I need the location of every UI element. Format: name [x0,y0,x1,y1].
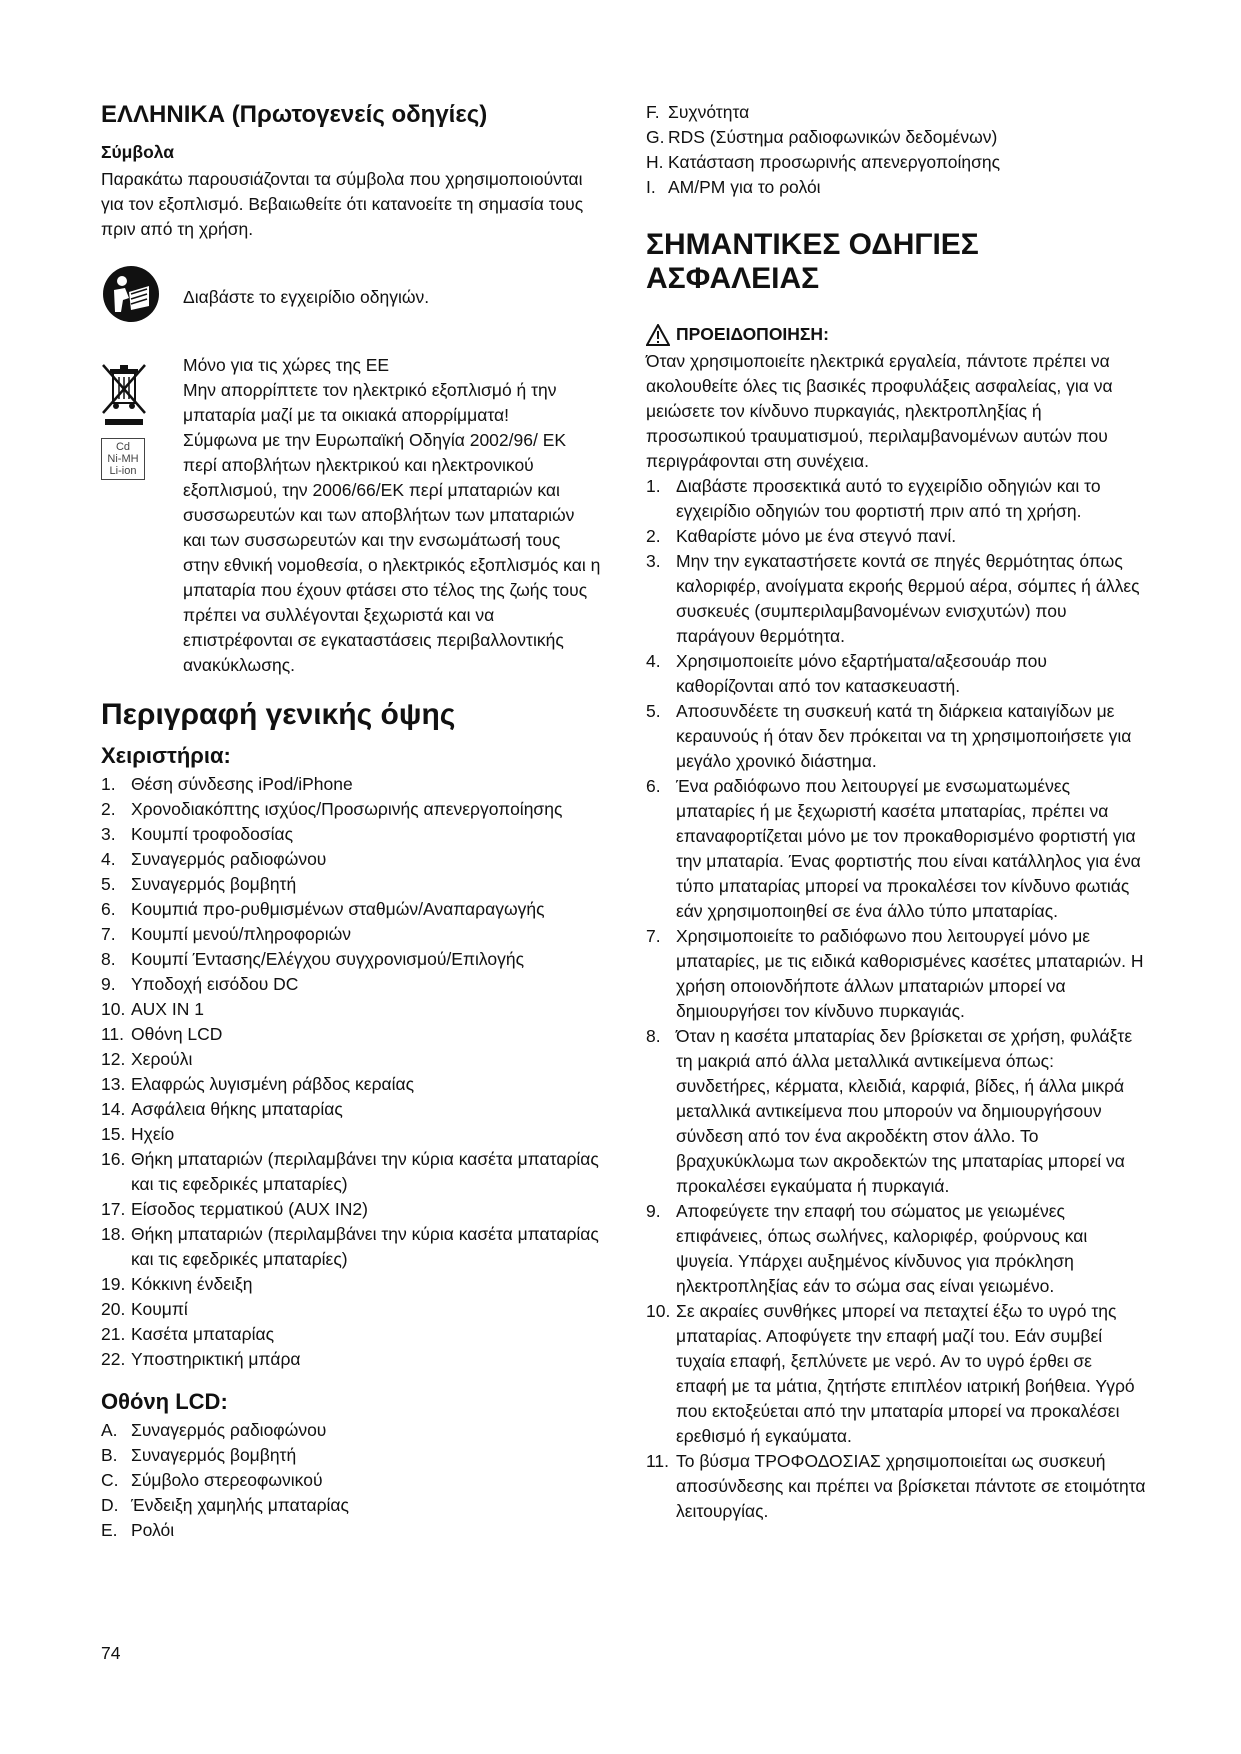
list-item-text: Αποσυνδέετε τη συσκευή κατά τη διάρκεια καταιγίδων με κεραυνούς ή όταν δεν πρόκειται να τη χρησιμοποιήσετε για μεγάλο χρονικό διάστημα. [676,701,1132,771]
list-item-number: 2. [646,526,661,546]
symbols-title: Σύμβολα [101,142,175,162]
list-item [101,997,601,1022]
list-item-text: Το βύσμα ΤΡΟΦΟΔΟΣΙΑΣ χρησιμοποιείται ως συσκευή αποσύνδεσης και πρέπει να βρίσκεται πάντοτε σε ετοιμότητα λειτουργίας. [676,1451,1146,1521]
battery-chemistry-icon [101,438,145,480]
lcd-list [101,1418,601,1543]
list-item-number: 14. [101,1099,126,1119]
list-item [101,1122,601,1147]
list-item [101,947,601,972]
list-item-number: H. [646,152,664,172]
list-item [101,797,601,822]
list-item-text: Ηχείο [131,1124,175,1144]
list-item-text: Αποφεύγετε την επαφή του σώματος με γειωμένες επιφάνειες, όπως σωλήνες, καλοριφέρ, φούρνους και ψυγεία. Υπάρχει αυξημένος κίνδυνος για πρόκληση ηλεκτροπληξίας εάν το σώμα σας είναι γειωμένο. [676,1201,1088,1296]
list-item [101,1347,601,1372]
list-item-text: Συναγερμός ραδιοφώνου [131,849,327,869]
list-item [101,1097,601,1122]
battery-label: Ni-MH [107,453,139,465]
list-item-number: 20. [101,1299,126,1319]
list-item-number: A. [101,1420,118,1440]
list-item [101,1322,601,1347]
list-item-number: 1. [101,774,116,794]
weee-symbol [101,353,183,480]
list-item [101,1047,601,1072]
list-item-text: Συναγερμός ραδιοφώνου [131,1420,327,1440]
list-item-text: Διαβάστε προσεκτικά αυτό το εγχειρίδιο οδηγιών και το εγχειρίδιο οδηγιών του φορτιστή πριν από τη χρήση. [676,476,1101,521]
list-item [101,1493,601,1518]
list-item-number: 3. [101,824,116,844]
list-item-number: 8. [101,949,116,969]
list-item-text: Κόκκινη ένδειξη [131,1274,253,1294]
read-manual-icon [101,264,183,331]
list-item-number: 21. [101,1324,126,1344]
list-item-text: Θήκη μπαταριών (περιλαμβάνει την κύρια κασέτα μπαταρίας και τις εφεδρικές μπαταρίες) [131,1149,599,1194]
list-item-text: Όταν η κασέτα μπαταρίας δεν βρίσκεται σε χρήση, φυλάξτε τη μακριά από άλλα μεταλλικά αντικείμενα όπως: συνδετήρες, κέρματα, κλειδιά, καρφιά, βίδες, ή άλλα μικρά μεταλλικά αντικείμενα που μπορούν να δημιουργήσουν σύνδεση από τον ένα ακροδέκτη στον άλλο. Το βραχυκύκλωμα των ακροδεκτών της μπαταρίας μπορεί να προκαλέσει εγκαύματα ή πυρκαγιά. [676,1026,1133,1196]
list-item-number: 6. [101,899,116,919]
warning-label-row [646,322,1146,347]
list-item-text: AUX IN 1 [131,999,204,1019]
list-item-number: 16. [101,1149,126,1169]
warning-text: Όταν χρησιμοποιείτε ηλεκτρικά εργαλεία, πάντοτε πρέπει να ακολουθείτε όλες τις βασικές προφυλάξεις ασφαλείας, για να μειώσετε τον κίνδυνο πυρκαγιάς, ηλεκτροπληξίας ή προσωπικού τραυματισμού, περιλαμβανομένων αυτών που περιγράφονται στη συνέχεια. [646,351,1113,471]
list-item [646,125,1146,150]
safety-heading: ΣΗΜΑΝΤΙΚΕΣ ΟΔΗΓΙΕΣ ΑΣΦΑΛΕΙΑΣ [646,228,979,295]
list-item [101,1022,601,1047]
list-item-text: Χερούλι [131,1049,193,1069]
list-item-text: Κουμπί [131,1299,188,1319]
list-item-number: 4. [101,849,116,869]
list-item [101,1147,601,1197]
list-item [101,897,601,922]
weee-warning: Μην απορρίπτετε τον ηλεκτρικό εξοπλισμό ή την μπαταρία μαζί με τα οικιακά απορρίμματα! [183,380,557,425]
list-item [646,524,1146,549]
list-item-text: AM/PM για το ρολόι [668,177,821,197]
list-item-number: G. [646,127,665,147]
controls-heading: Χειριστήρια: [101,743,231,768]
list-item-text: Κουμπί Έντασης/Ελέγχου συγχρονισμού/Επιλογής [131,949,525,969]
list-item-number: 5. [101,874,116,894]
crossed-bin-icon [101,363,151,425]
list-item [101,1518,601,1543]
list-item-number: 17. [101,1199,126,1219]
list-item [646,924,1146,1024]
list-item-text: Συναγερμός βομβητή [131,1445,297,1465]
list-item-number: 10. [101,999,126,1019]
lcd-heading: Οθόνη LCD: [101,1389,228,1414]
list-item-number: 18. [101,1224,126,1244]
list-item-number: D. [101,1495,119,1515]
list-item [101,1222,601,1272]
symbol-weee-row [101,353,601,678]
list-item [101,772,601,797]
list-item [646,699,1146,774]
symbol-weee-text-block [183,353,601,678]
battery-label: Cd [115,441,131,453]
list-item [646,649,1146,699]
language-heading: ΕΛΛΗΝΙΚΑ (Πρωτογενείς οδηγίες) [101,101,488,128]
list-item [646,1299,1146,1449]
safety-list [646,474,1146,1524]
list-item-text: Ελαφρώς λυγισμένη ράβδος κεραίας [131,1074,415,1094]
list-item-number: 2. [101,799,116,819]
list-item-text: Χρονοδιακόπτης ισχύος/Προσωρινής απενεργοποίησης [131,799,563,819]
page-number: 74 [101,1643,121,1663]
list-item-text: Υποδοχή εισόδου DC [131,974,299,994]
list-item-number: E. [101,1520,118,1540]
list-item-number: B. [101,1445,118,1465]
warning-label: ΠΡΟΕΙΔΟΠΟΙΗΣΗ: [676,324,829,344]
list-item-number: 11. [646,1451,670,1471]
list-item-text: Είσοδος τερματικού (AUX IN2) [131,1199,368,1219]
list-item [646,150,1146,175]
list-item [646,175,1146,200]
symbol-manual-row [101,264,601,331]
list-item-number: 13. [101,1074,126,1094]
list-item-number: 15. [101,1124,126,1144]
list-item-text: Ασφάλεια θήκης μπαταρίας [131,1099,343,1119]
list-item [646,774,1146,924]
list-item-number: 7. [101,924,116,944]
list-item-text: Σύμβολο στερεοφωνικού [131,1470,323,1490]
list-item-text: Κουμπί τροφοδοσίας [131,824,294,844]
list-item-number: 8. [646,1026,661,1046]
list-item [101,1197,601,1222]
list-item [646,549,1146,649]
list-item [101,822,601,847]
list-item [101,1072,601,1097]
list-item [101,922,601,947]
list-item-text: Μην την εγκαταστήσετε κοντά σε πηγές θερμότητας όπως καλοριφέρ, ανοίγματα εκροής θερμού αέρα, σόμπες ή άλλες συσκευές (συμπεριλαμβανομένων ενισχυτών) που παράγουν θερμότητα. [676,551,1140,646]
list-item [101,972,601,997]
list-item [646,100,1146,125]
controls-list [101,772,601,1372]
symbols-intro: Παρακάτω παρουσιάζονται τα σύμβολα που χρησιμοποιούνται για τον εξοπλισμό. Βεβαιωθείτε ότι κατανοείτε τη σημασία τους πριν από τη χρήση. [101,169,584,239]
list-item [646,474,1146,524]
list-item-number: 9. [646,1201,661,1221]
list-item-text: Χρησιμοποιείτε το ραδιόφωνο που λειτουργεί μόνο με μπαταρίες, με τις ειδικά καθορισμένες κασέτες μπαταριών. Η χρήση οποιονδήποτε άλλων μπαταριών μπορεί να δημιουργήσει τον κίνδυνο πυρκαγιάς. [676,926,1144,1021]
left-column [101,100,601,1543]
list-item-number: 10. [646,1301,671,1321]
list-item-number: 6. [646,776,661,796]
list-item-text: Ένα ραδιόφωνο που λειτουργεί με ενσωματωμένες μπαταρίες ή με ξεχωριστή κασέτα μπαταρίας, πρέπει να επαναφορτίζεται μόνο με τον προκαθορισμένο φορτιστή για την μπαταρία. Ένας φορτιστής που είναι κατάλληλος για ένα τύπο μπαταρίας μπορεί να προκαλέσει τον κίνδυνο φωτιάς εάν χρησιμοποιηθεί σε ένα άλλο τύπο μπαταρίας. [676,776,1141,921]
list-item-number: 4. [646,651,661,671]
list-item [101,872,601,897]
list-item [101,1272,601,1297]
list-item-text: Κασέτα μπαταρίας [131,1324,275,1344]
list-item-text: Σε ακραίες συνθήκες μπορεί να πεταχτεί έξω το υγρό της μπαταρίας. Αποφύγετε την επαφή μαζί του. Εάν συμβεί τυχαία επαφή, ξεπλύνετε με νερό. Αν το υγρό έρθει σε επαφή με τα μάτια, ζητήστε επιπλέον ιατρική βοήθεια. Υγρό που εκτοξεύεται από την μπαταρία μπορεί να προκαλέσει ερεθισμό ή εγκαύματα. [676,1301,1135,1446]
list-item-number: C. [101,1470,119,1490]
list-item [646,1449,1146,1524]
list-item-number: 9. [101,974,116,994]
list-item-text: Θέση σύνδεσης iPod/iPhone [131,774,353,794]
weee-intro: Μόνο για τις χώρες της ΕΕ [183,355,390,375]
list-item-text: RDS (Σύστημα ραδιοφωνικών δεδομένων) [668,127,998,147]
overview-heading: Περιγραφή γενικής όψης [101,698,456,731]
list-item-number: I. [646,177,656,197]
list-item [101,1418,601,1443]
list-item-number: 5. [646,701,661,721]
list-item-number: 1. [646,476,661,496]
list-item-number: 19. [101,1274,126,1294]
list-item [101,847,601,872]
list-item-text: Ένδειξη χαμηλής μπαταρίας [131,1495,349,1515]
list-item-text: Οθόνη LCD [131,1024,223,1044]
list-item-text: Κουμπί μενού/πληροφοριών [131,924,352,944]
list-item [646,1024,1146,1199]
list-item-number: 12. [101,1049,126,1069]
lcd-list-continued [646,100,1146,200]
battery-label: Li-ion [109,465,137,477]
list-item-number: F. [646,102,660,122]
list-item-text: Κατάσταση προσωρινής απενεργοποίησης [668,152,1001,172]
list-item-text: Ρολόι [131,1520,175,1540]
list-item [101,1297,601,1322]
right-column [646,100,1146,1524]
warning-triangle-icon [646,324,670,346]
list-item-number: 22. [101,1349,126,1369]
list-item-text: Χρησιμοποιείτε μόνο εξαρτήματα/αξεσουάρ που καθορίζονται από τον κατασκευαστή. [676,651,1047,696]
list-item-text: Υποστηρικτική μπάρα [131,1349,301,1369]
list-item-text: Θήκη μπαταριών (περιλαμβάνει την κύρια κασέτα μπαταρίας και τις εφεδρικές μπαταρίες) [131,1224,599,1269]
list-item-text: Καθαρίστε μόνο με ένα στεγνό πανί. [676,526,957,546]
list-item-number: 7. [646,926,661,946]
list-item-text: Κουμπιά προ-ρυθμισμένων σταθμών/Αναπαραγωγής [131,899,545,919]
list-item [101,1443,601,1468]
list-item-text: Συναγερμός βομβητή [131,874,297,894]
list-item-number: 11. [101,1024,125,1044]
list-item [101,1468,601,1493]
list-item-number: 3. [646,551,661,571]
symbol-manual-text: Διαβάστε το εγχειρίδιο οδηγιών. [183,287,430,307]
list-item [646,1199,1146,1299]
list-item-text: Συχνότητα [668,102,750,122]
weee-detail: Σύμφωνα με την Ευρωπαϊκή Οδηγία 2002/96/ ΕΚ περί αποβλήτων ηλεκτρικού και ηλεκτρονικού εξοπλισμού, την 2006/66/ΕΚ περί μπαταριών και συσσωρευτών και των αποβλήτων των μπαταριών και των συσσωρευτών και την ενσωμάτωσή τους στην εθνική νομοθεσία, ο ηλεκτρικός εξοπλισμός και η μπαταρία που έχουν φτάσει στο τέλος της ζωής τους πρέπει να συλλέγονται ξεχωριστά και να επιστρέφονται σε εγκαταστάσεις περιβαλλοντικής ανακύκλωσης. [183,430,601,675]
